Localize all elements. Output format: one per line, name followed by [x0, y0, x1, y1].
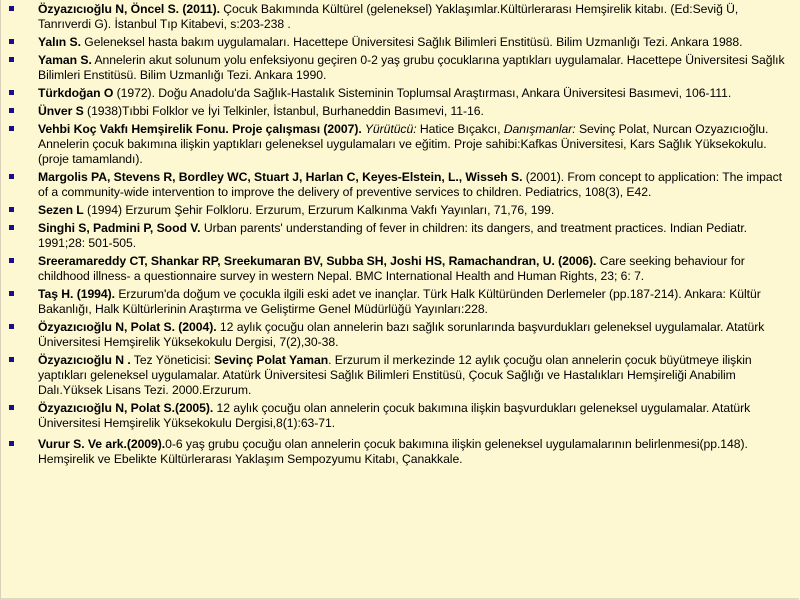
reference-text: 0-6 yaş grubu çocuğu olan annelerin çocuk bakımına ilişkin geleneksel uygulamalarının belirlenmesi(pp.148). Hemşirelik ve Ebelikte Kültürlerarası Yaklaşım Sempozyumu Kitabı, Çanakkale. [38, 437, 748, 466]
reference-author: Taş H. (1994). [38, 287, 115, 301]
reference-item [8, 287, 793, 317]
reference-text: (2001). From concept to application: The impact of a community-wide intervention to improve the delivery of preventive services to children. Pediatrics, 108(3), E42. [38, 170, 782, 199]
bullet-icon [9, 108, 14, 113]
reference-text: Care seeking behaviour for childhood illness- a questionnaire survey in western Nepal. BMC International Health and Human Rights, 23; 6: 7. [38, 254, 745, 283]
reference-text: (1972). Doğu Anadolu'da Sağlık-Hastalık Sisteminin Toplumsal Araştırması, Ankara Üniversitesi Basımevi, 106-111. [113, 86, 732, 100]
reference-item [8, 320, 793, 350]
reference-item [8, 353, 793, 398]
bullet-icon [9, 225, 14, 230]
reference-text: 12 aylık çocuğu olan annelerin çocuk bakımına ilişkin başvurdukları geleneksel uygulamalar. Atatürk Üniversitesi Hemşirelik Yüksekokulu Dergisi,8(1):63-71. [38, 401, 751, 430]
reference-author: Türkdoğan O [38, 86, 114, 100]
reference-text: Çocuk Bakımında Kültürel (geleneksel) Yaklaşımlar.Kültürlerarası Hemşirelik kitabı. (Ed:Seviğ Ü, Tanrıverdi G). İstanbul Tıp Kitabevi, s:203-238 . [38, 2, 739, 31]
reference-item [8, 401, 793, 431]
bullet-icon [9, 324, 14, 329]
reference-author: Vehbi Koç Vakfı Hemşirelik Fonu. Proje çalışması (2007). [38, 122, 362, 136]
reference-text: Annelerin akut solunum yolu enfeksiyonu geçiren 0-2 yaş grubu çocuklarına yaptıkları uygulamalar. Hacettepe Üniversitesi Sağlık Bilimleri Enstitüsü. Bilim Uzmanlığı Tezi. Ankara 1990. [38, 53, 785, 82]
reference-author: Yalın S. [38, 35, 81, 49]
reference-item [8, 35, 793, 50]
reference-item [8, 104, 793, 119]
reference-author: Vurur S. Ve ark.(2009). [38, 437, 166, 451]
reference-author: Özyazıcıoğlu N, Polat S.(2005). [38, 401, 214, 415]
reference-author: Özyazıcıoğlu N, Polat S. (2004). [38, 320, 217, 334]
reference-item [8, 254, 793, 284]
bullet-icon [9, 126, 14, 131]
reference-author: Margolis PA, Stevens R, Bordley WC, Stuart J, Harlan C, Keyes-Elstein, L., Wisseh S. [38, 170, 523, 184]
reference-author: Sreeramareddy CT, Shankar RP, Sreekumaran BV, Subba SH, Joshi HS, Ramachandran, U. (2006). [38, 254, 597, 268]
reference-author: Özyazıcıoğlu N . [38, 353, 131, 367]
reference-text: (1994) Erzurum Şehir Folkloru. Erzurum, Erzurum Kalkınma Vakfı Yayınları, 71,76, 199. [83, 203, 555, 217]
reference-text: Sevinç Polat, Nurcan Ozyazıcıoğlu. Annelerin çocuk bakımına ilişkin yaptıkları geleneksel uygulamaları ve eğitim. Proje sahibi:Kafkas Üniversitesi, Kars Sağlık Yüksekokulu. (proje tamamlandı). [38, 122, 769, 166]
reference-author: Yaman S. [38, 53, 92, 67]
reference-text: Geleneksel hasta bakım uygulamaları. Hacettepe Üniversitesi Sağlık Bilimleri Enstitüsü. Bilim Uzmanlığı Tezi. Ankara 1988. [80, 35, 743, 49]
reference-author: Özyazıcıoğlu N, Öncel S. (2011). [38, 2, 220, 16]
bullet-icon [9, 90, 14, 95]
reference-item [8, 2, 793, 32]
bullet-icon [9, 57, 14, 62]
bullet-icon [9, 405, 14, 410]
reference-item [8, 221, 793, 251]
bullet-icon [9, 174, 14, 179]
reference-item [8, 122, 793, 167]
reference-list [8, 2, 793, 470]
reference-item [8, 86, 793, 101]
reference-advisor: Sevinç Polat Yaman [214, 353, 329, 367]
reference-person: Hatice Bıçakcı, [416, 122, 501, 136]
bullet-icon [9, 441, 14, 446]
reference-item [8, 203, 793, 218]
reference-item [8, 437, 793, 467]
reference-author: Singhi S, Padmini P, Sood V. [38, 221, 201, 235]
reference-item [8, 53, 793, 83]
reference-text: Erzurum'da doğum ve çocukla ilgili eski adet ve inançlar. Türk Halk Kültüründen Derlemeler (pp.187-214). Ankara: Kültür Bakanlığı, Halk Kültürlerinin Araştırma ve Geliştirme Genel Müdürlüğü Yayınları:228. [38, 287, 761, 316]
bullet-icon [9, 207, 14, 212]
reference-text: 12 aylık çocuğu olan annelerin bazı sağlık sorunlarında başvurdukları geleneksel uygulamalar. Atatürk Üniversitesi Hemşirelik Yüksekokulu Dergisi, 7(2),30-38. [38, 320, 765, 349]
reference-item [8, 170, 793, 200]
reference-role-label: Danışmanlar: [500, 122, 576, 136]
bullet-icon [9, 39, 14, 44]
reference-text: Urban parents' understanding of fever in children: its dangers, and treatment practices. Indian Pediatr. 1991;28: 501-505. [38, 221, 748, 250]
bullet-icon [9, 6, 14, 11]
bullet-icon [9, 357, 14, 362]
reference-text: (1938)Tıbbi Folklor ve İyi Telkinler, İstanbul, Burhaneddin Basımevi, 11-16. [83, 104, 484, 118]
reference-role-label: Tez Yöneticisi: [130, 353, 215, 367]
reference-text: . Erzurum il merkezinde 12 aylık çocuğu olan annelerin çocuk büyütmeye ilişkin yaptıkları geleneksel uygulamalar. Atatürk Üniversitesi Sağlık Bilimleri Enstitüsü, Çocuk Sağlığı ve Hastalıkları Hemşireliği Anabilim Dalı.Yüksek Lisans Tezi. 2000.Erzurum. [38, 353, 752, 397]
reference-author: Ünver S [38, 104, 84, 118]
reference-role-label: Yürütücü: [361, 122, 417, 136]
reference-author: Sezen L [38, 203, 84, 217]
bullet-icon [9, 258, 14, 263]
bullet-icon [9, 291, 14, 296]
